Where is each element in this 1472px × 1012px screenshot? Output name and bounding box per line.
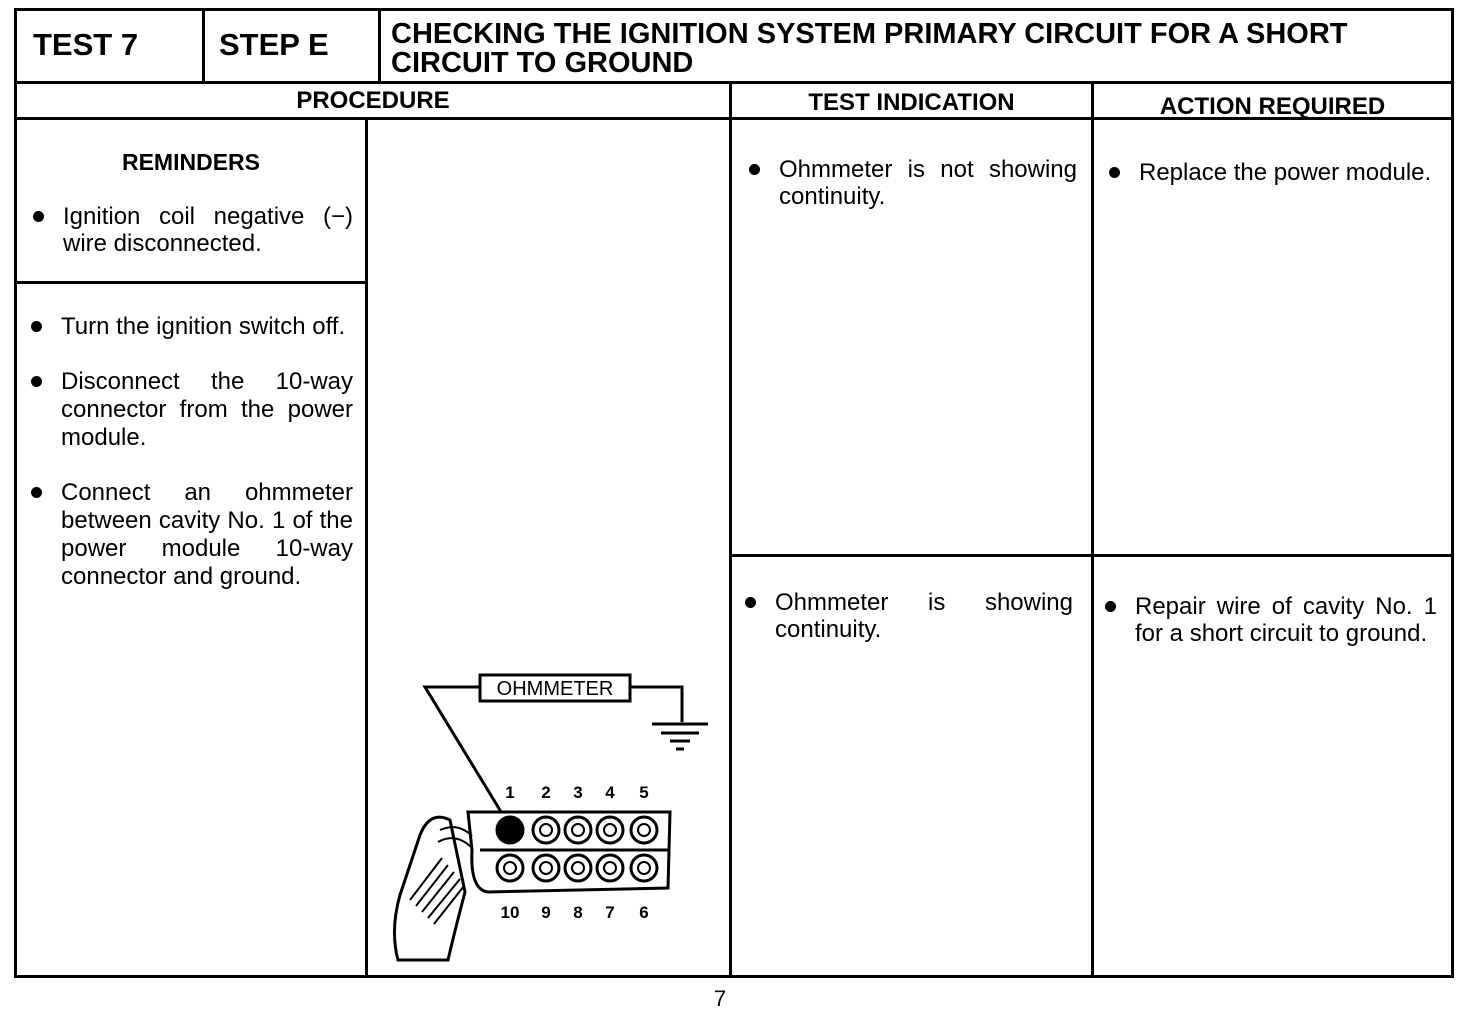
page-number: 7 bbox=[713, 986, 727, 1011]
cavity-9-pin bbox=[540, 862, 552, 874]
action-text: Replace the power module. bbox=[1107, 159, 1437, 186]
procedure-step-3: Connect an ohmmeter between cavity No. 1 of the power module 10-way connector and ground. bbox=[29, 479, 353, 591]
cavity-label-9: 9 bbox=[541, 903, 551, 922]
ohmmeter-label: OHMMETER bbox=[496, 678, 614, 700]
cavity-label-10: 10 bbox=[500, 903, 520, 922]
reminders-divider bbox=[17, 281, 365, 284]
procedure-step-1: Turn the ignition switch off. bbox=[29, 313, 353, 341]
cavity-label-7: 7 bbox=[605, 903, 615, 922]
ohmmeter-connector-diagram bbox=[380, 660, 720, 970]
test-table bbox=[14, 8, 1454, 978]
cavity-3-pin bbox=[572, 824, 584, 836]
cavity-8-pin bbox=[572, 862, 584, 874]
cavity-label-3: 3 bbox=[573, 783, 583, 802]
action-text: Repair wire of cavity No. 1 for a short circuit to ground. bbox=[1103, 593, 1437, 647]
result-row-divider bbox=[729, 554, 1451, 557]
reminder-item: Ignition coil negative (−) wire disconnected. bbox=[31, 203, 353, 257]
cavity-7-pin bbox=[604, 862, 616, 874]
step-label: STEP E bbox=[205, 11, 381, 81]
header-divider bbox=[17, 81, 1451, 84]
cavity-6-pin bbox=[638, 862, 650, 874]
procedure-heading: PROCEDURE bbox=[296, 87, 450, 114]
probe-lead bbox=[425, 687, 506, 820]
test-title-line-1: CHECKING THE IGNITION SYSTEM PRIMARY CIRCUIT FOR A SHORT bbox=[391, 18, 1348, 50]
action-repair-wire bbox=[1103, 593, 1437, 647]
action-replace-module bbox=[1107, 159, 1437, 186]
cavity-label-2: 2 bbox=[541, 783, 551, 802]
test-title bbox=[381, 11, 1451, 81]
cavity-5-pin bbox=[638, 824, 650, 836]
indication-no-continuity bbox=[747, 156, 1077, 210]
test-number: TEST 7 bbox=[17, 11, 205, 81]
cavity-label-1: 1 bbox=[505, 783, 515, 802]
indication-text: Ohmmeter is not showing continuity. bbox=[747, 156, 1077, 210]
cavity-4-pin bbox=[604, 824, 616, 836]
cavity-10-pin bbox=[504, 862, 516, 874]
indication-column-divider bbox=[729, 84, 732, 975]
action-required-heading: ACTION REQUIRED bbox=[1159, 93, 1386, 120]
cavity-1 bbox=[497, 817, 523, 843]
indication-continuity bbox=[743, 589, 1073, 643]
reminders-title: REMINDERS bbox=[121, 149, 260, 175]
indication-text: Ohmmeter is showing continuity. bbox=[743, 589, 1073, 643]
cavity-label-5: 5 bbox=[639, 783, 649, 802]
procedure-step-2: Disconnect the 10-way connector from the power module. bbox=[29, 368, 353, 452]
procedure-column-divider bbox=[365, 120, 368, 975]
procedure-steps bbox=[29, 313, 353, 591]
test-indication-heading: TEST INDICATION bbox=[808, 89, 1015, 116]
reminders-list bbox=[31, 203, 353, 257]
cavity-label-6: 6 bbox=[639, 903, 649, 922]
ground-icon bbox=[652, 724, 708, 749]
cavity-label-8: 8 bbox=[573, 903, 583, 922]
test-title-line-2: CIRCUIT TO GROUND bbox=[391, 47, 694, 79]
cavity-label-4: 4 bbox=[605, 783, 615, 802]
ground-lead bbox=[630, 687, 682, 722]
cavity-2-pin bbox=[540, 824, 552, 836]
action-column-divider bbox=[1091, 84, 1094, 975]
